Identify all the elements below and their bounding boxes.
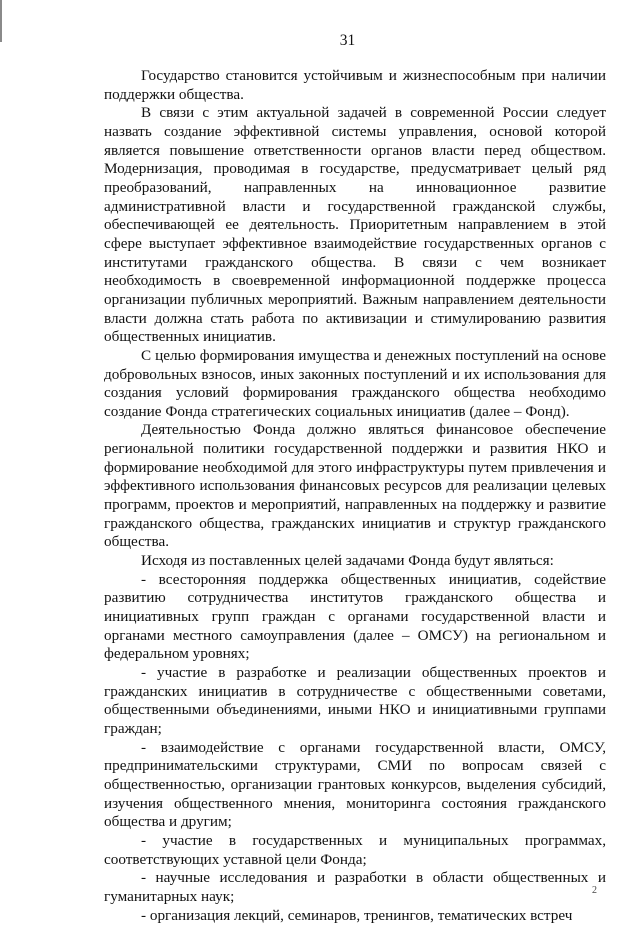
list-item-research: - научные исследования и разработки в области общественных и гуманитарных наук; — [104, 869, 606, 905]
list-item-support-initiatives: - всесторонняя поддержка общественных инициатив, содействие развитию сотрудничества институтов гражданского общества и инициативных групп граждан с органами государственной власти и органами местного самоуправления (далее – ОМСУ) на региональном и федеральном уровнях; — [104, 570, 606, 663]
scan-edge-mark — [0, 0, 2, 42]
paragraph-fund-activity: Деятельностью Фонда должно являться финансовое обеспечение региональной политики государственной поддержки и развития НКО и формирование необходимой для этого инфраструктуры путем привлечения и эффективного использования финансовых ресурсов для реализации целевых программ, проектов и мероприятий, направленных на поддержку и развитие гражданского общества, гражданских инициатив и структур гражданского общества. — [104, 421, 606, 551]
paragraph-management-system: В связи с этим актуальной задачей в современной России следует назвать создание эффективной системы управления, основой которой является повышение ответственности органов власти перед обществом. Модернизация, проводимая в государстве, предусматривает целый ряд преобразований, направленных на инновационное развитие административной власти и государственной гражданской службы, обеспечивающей ее деятельность. Приоритетным направлением в этой сфере выступает эффективное взаимодействие государственных органов с институтами гражданского общества. В связи с чем возникает необходимость в своевременной информационной поддержке процесса организации публичных мероприятий. Важным направлением деятельности власти должна стать работа по активизации и стимулированию развития общественных инициатив. — [104, 104, 606, 346]
body-text — [104, 67, 606, 925]
paragraph-fund-creation: С целью формирования имущества и денежных поступлений на основе добровольных взносов, иных законных поступлений и их использования для создания условий формирования гражданского общества необходимо создание Фонда стратегических социальных инициатив (далее – Фонд). — [104, 346, 606, 420]
corner-mark: 2 — [592, 885, 597, 896]
list-item-state-programs: - участие в государственных и муниципальных программах, соответствующих уставной цели Фонда; — [104, 831, 606, 868]
paragraph-fund-tasks-intro: Исходя из поставленных целей задачами Фонда будут являться: — [141, 552, 554, 570]
list-item-interaction-authorities: - взаимодействие с органами государственной власти, ОМСУ, предпринимательскими структурами, СМИ по вопросам связей с общественностью, организации грантовых конкурсов, выделения субсидий, изучения общественного мнения, мониторинга состояния гражданского общества и другим; — [104, 738, 606, 831]
list-item-lectures-seminars: - организация лекций, семинаров, тренингов, тематических встреч — [141, 906, 573, 924]
page-number: 31 — [339, 32, 356, 49]
list-item-public-projects: - участие в разработке и реализации общественных проектов и гражданских инициатив в сотрудничестве с общественными советами, общественными объединениями, иными НКО и инициативными группами граждан; — [104, 664, 606, 737]
paragraph-state-stability: Государство становится устойчивым и жизнеспособным при наличии поддержки общества. — [104, 67, 606, 103]
